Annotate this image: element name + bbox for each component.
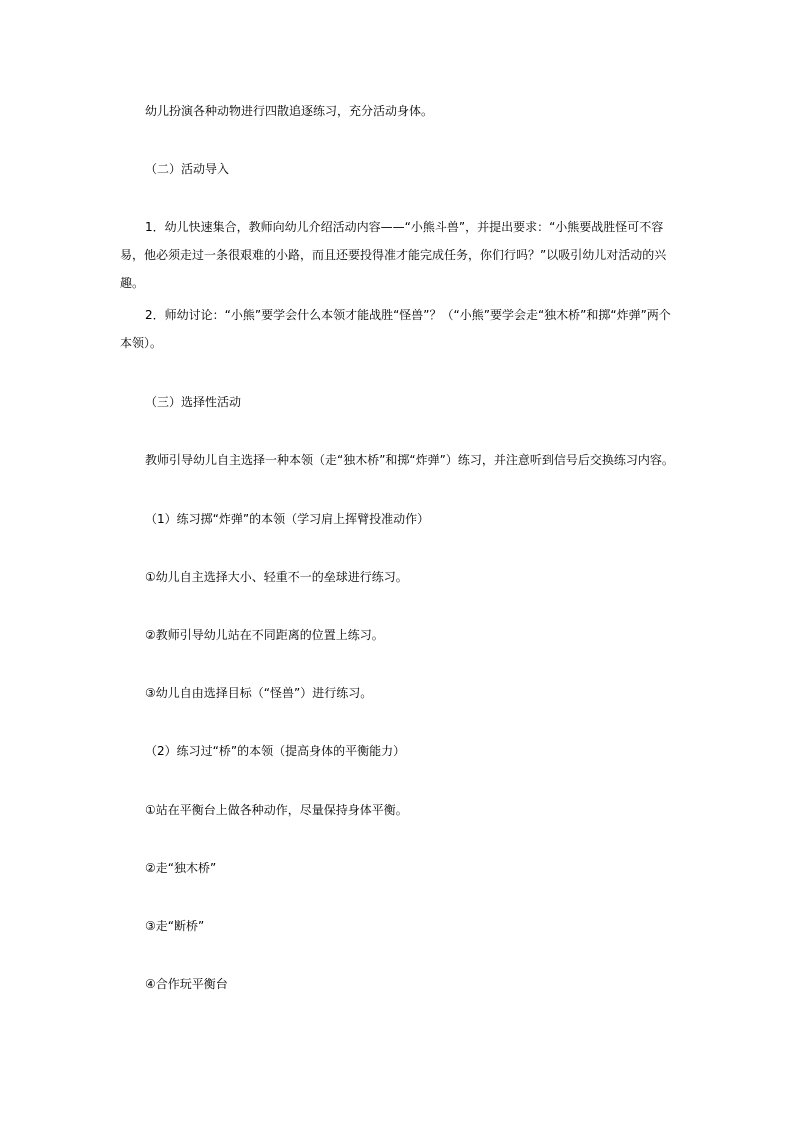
list-item-throw-2: ②教师引导幼儿站在不同距离的位置上练习。 xyxy=(145,628,384,642)
list-item-bridge-1: ①站在平衡台上做各种动作，尽量保持身体平衡。 xyxy=(145,803,408,817)
list-item-throw-1: ①幼儿自主选择大小、轻重不一的垒球进行练习。 xyxy=(145,570,408,584)
paragraph-teacher-guide: 教师引导幼儿自主选择一种本领（走“独木桥”和掷“炸弹”）练习，并注意听到信号后交换练习内容。 xyxy=(145,453,674,467)
heading-activity-intro: （二）活动导入 xyxy=(145,162,230,176)
list-item-throw-3: ③幼儿自由选择目标（“怪兽”）进行练习。 xyxy=(145,686,373,700)
paragraph-intro-2: 2．师幼讨论：“小熊”要学会什么本领才能战胜“怪兽”？（“小熊”要学会走“独木桥”和掷“炸弹”两个本领）。 xyxy=(120,308,671,350)
list-item-bridge-4: ④合作玩平衡台 xyxy=(145,977,228,991)
subheading-bridge-practice: （2）练习过“桥”的本领（提高身体的平衡能力） xyxy=(145,744,406,758)
list-item-bridge-3: ③走“断桥” xyxy=(145,919,205,933)
list-item-bridge-2: ②走“独木桥” xyxy=(145,861,217,875)
paragraph-intro-1: 1．幼儿快速集合，教师向幼儿介绍活动内容——“小熊斗兽”，并提出要求：“小熊要战胜怪可不容易，他必须走过一条很艰难的小路，而且还要投得准才能完成任务，你们行吗？”以吸引幼儿对活动的兴趣。 xyxy=(120,220,667,290)
paragraph-warmup: 幼儿扮演各种动物进行四散追逐练习，充分活动身体。 xyxy=(145,104,434,118)
subheading-throw-practice: （1）练习掷“炸弹”的本领（学习肩上挥臂投准动作） xyxy=(145,512,430,526)
heading-optional-activity: （三）选择性活动 xyxy=(145,395,242,409)
